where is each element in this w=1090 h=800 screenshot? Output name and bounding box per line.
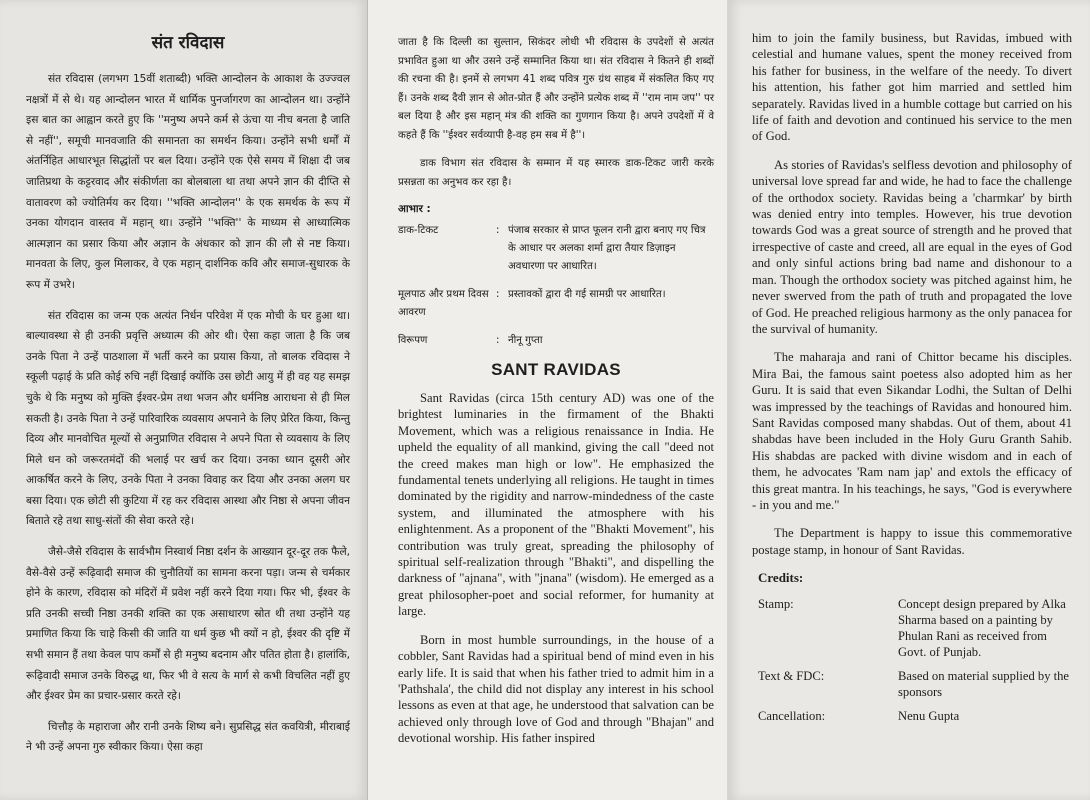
credit-label: विरूपण — [398, 335, 428, 346]
english-paragraph: The Department is happy to issue this commemorative postage stamp, in honour of Sant Ravidas. — [752, 526, 1072, 557]
hindi-paragraph: संत रविदास (लगभग 15वीं शताब्दी) भक्ति आन्दोलन के आकाश के उज्ज्वल नक्षत्रों में से थे। यह आन्दोलन भारत में धार्मिक पुनर्जागरण का आन्दोलन था। उन्होंने इस बात का आह्वान करते हुए कि ''मनुष्य अपने कर्म से ऊंचा या नीच बनता है जाति से नहीं'', समूची मानवजाति की समानता का समर्थन किया। उन्होंने सभी धर्मों में अंतर्निहित आधारभूत सिद्धांतों पर बल दिया। उन्होंने एक ऐसे समय में शिक्षा दी जब जातिप्रथा के कट्टरवाद और संकीर्णता का बोलबाला था तथा अपने ज्ञान की दीप्ति से वातावरण को ज्योतिर्मय कर दिया। ''भक्ति आन्दोलन'' के एक समर्थक के रूप में उनका योगदान वास्तव में महान् था। उन्होंने ''भक्ति'' के माध्यम से आध्यात्मिक आत्मज्ञान का प्रसार किया और अज्ञान के अंधकार को ज्ञान की लौ से नष्ट किया। मानवता के लिए, कुल मिलाकर, वे एक महान् दार्शनिक कवि और समाज-सुधारक के रूप में उभरे। — [26, 73, 350, 291]
english-paragraph: As stories of Ravidas's selfless devotion and philosophy of universal love spread far and wide, he had to face the challenge of the orthodox society. Ravidas being a 'charmkar' by birth was denied entry into temples. However, his true devotion towards God was a great source of strength and he proved that irrespective of caste and creed, all are equal in the eyes of God and only sinful actions bring bad name and dishonour to a man. Though the orthodox society was pitched against him, he never swerved from the path of truth and propagated the love of God. He preached religious harmony as the only panacea for the survival of humanity. — [752, 157, 1072, 336]
middle-panel — [368, 0, 728, 800]
credit-label: Text & FDC: — [758, 669, 825, 684]
credit-value: प्रस्तावकों द्वारा दी गई सामग्री पर आधारित। — [508, 289, 666, 300]
hindi-title: संत रविदास — [151, 33, 225, 53]
english-paragraph: Born in most humble surroundings, in the house of a cobbler, Sant Ravidas had a spiritual bend of mind even in his early life. It is said that when his father tried to admit him in a 'Pathshala', the child did not display any interest in his school lessons as even at that age, he understood that salvation can be achieved only through love of God and through "Bhajan" and devotional worship. His father inspired — [398, 632, 714, 746]
credit-label: डाक-टिकट — [398, 225, 439, 236]
english-paragraph: him to join the family business, but Ravidas, imbued with celestial and humane values, spent the money received from his father for business, in the welfare of the needy. To divert his attention, his father got him married and settled him separately. Ravidas lived in a humble cottage but carried on his life of faith and devotion and continued his service to the men of God. — [752, 31, 1072, 144]
credit-value: Nenu Gupta — [898, 709, 960, 724]
hindi-paragraph: जाता है कि दिल्ली का सुल्तान, सिकंदर लोधी भी रविदास के उपदेशों से अत्यंत प्रभावित हुआ था और उसने उन्हें सम्मानित किया था। संत रविदास ने कितने ही शब्दों की रचना की है। इनमें से लगभग 41 शब्द पवित्र गुरु ग्रंथ साहब में संकलित किए गए हैं। उनके शब्द दैवी ज्ञान से ओत-प्रोत हैं और उन्होंने प्रत्येक शब्द में ''राम नाम जप'' पर बल दिया है और इस महान् मंत्र की शक्ति का गुणगान किया है। अपने उपदेशों में वे कहते हैं कि ''ईश्वर सर्वव्यापी है-वह हम सब में है''। — [398, 37, 714, 141]
credit-value: पंजाब सरकार से प्राप्त फूलन रानी द्वारा बनाए गए चित्र के आधार पर अलका शर्मा द्वारा तैयार डिज़ाइन अवधारणा पर आधारित। — [508, 225, 706, 272]
english-panel — [728, 0, 1090, 800]
hindi-credit-row: डाक-टिकट : पंजाब सरकार से प्राप्त फूलन रानी द्वारा बनाए गए चित्र के आधार पर अलका शर्मा द्वारा तैयार डिज़ाइन अवधारणा पर आधारित। — [398, 222, 714, 276]
english-paragraph: The maharaja and rani of Chittor became his disciples. Mira Bai, the famous saint poetess also adopted him as her Guru. It is said that even Sikandar Lodhi, the Sultan of Delhi was impressed by the teachings of Ravidas and honoured him. Sant Ravidas composed many shabdas. Out of them, about 41 shabdas have been included in the Holy Guru Granth Sahib. His shabdas are packed with divine wisdom and in each of them, he advocates 'Ram nam jap' and extols the efficacy of this great mantra. In his teachings, he says, "God is everywhere - in you and me." — [752, 350, 1072, 512]
hindi-credit-row: मूलपाठ और प्रथम दिवस आवरण : प्रस्तावकों द्वारा दी गई सामग्री पर आधारित। — [398, 286, 714, 322]
english-paragraph: Sant Ravidas (circa 15th century AD) was one of the brightest luminaries in the firmament of the Bhakti Movement, which was a religious renaissance in India. He upheld the equality of all mankind, giving the call "deed not the creed makes man high or low". He emphasized the fundamental tenets underlying all religions. He taught in times dominated by the rigidity and narrow-mindedness of the caste system, and illuminated the atmosphere with his enlightenment. As a proponent of the "Bhakti Movement", his contribution was truly great, spreading the philosophy of spiritual self-realization through "Bhakti", and dispelling the darkness of "ajnana", with "jnana" (wisdom). He emerged as a great philosopher-poet and social reformer, for humanity at large. — [398, 391, 714, 619]
english-title: SANT RAVIDAS — [491, 360, 621, 379]
hindi-paragraph: जैसे-जैसे रविदास के सार्वभौम निस्वार्थ निष्ठा दर्शन के आख्यान दूर-दूर तक फैले, वैसे-वैसे उन्हें रूढ़िवादी समाज की चुनौतियों का सामना करना पड़ा। जन्म से चर्मकार होने के कारण, रविदास को मंदिरों में प्रवेश नहीं करने दिया गया। फिर भी, ईश्वर के प्रति उनकी सच्ची निष्ठा उनकी शक्ति का एक असाधारण स्रोत थी तथा उन्होंने यह प्रमाणित किया कि चाहे किसी की जाति या धर्म कुछ भी क्यों न हो, ईश्वर की दृष्टि में सभी समान हैं तथा केवल पाप कर्मों से ही मनुष्य बदनाम और पतित होता है। हालांकि, रूढ़िवादी समाज उनके विरुद्ध था, फिर भी वे सत्य के मार्ग से कभी विचलित नहीं हुए और ईश्वर प्रेम का प्रचार-प्रसार करते रहे। — [26, 546, 350, 703]
credit-row — [752, 596, 1072, 660]
credit-value: Concept design prepared by Alka Sharma based on a painting by Phulan Rani as received from Govt. of Punjab. — [898, 597, 1066, 660]
acknowledgement-heading: आभार : — [398, 203, 431, 215]
credit-label: Cancellation: — [758, 709, 826, 724]
credit-row — [752, 668, 1072, 700]
credit-value: नीनू गुप्ता — [508, 335, 543, 346]
credit-label: मूलपाठ और प्रथम दिवस आवरण — [398, 289, 489, 318]
hindi-paragraph: चित्तौड़ के महाराजा और रानी उनके शिष्य बने। सुप्रसिद्ध संत कवयित्री, मीराबाई ने भी उन्हें अपना गुरु स्वीकार किया। ऐसा कहा — [26, 720, 350, 754]
hindi-paragraph: डाक विभाग संत रविदास के सम्मान में यह स्मारक डाक-टिकट जारी करके प्रसन्नता का अनुभव कर रहा है। — [398, 158, 714, 188]
credit-label: Stamp: — [758, 597, 794, 612]
hindi-paragraph: संत रविदास का जन्म एक अत्यंत निर्धन परिवेश में एक मोची के घर हुआ था। बाल्यावस्था से ही उनकी प्रवृत्ति अध्यात्म की ओर थी। ऐसा कहा जाता है कि जब उनके पिता ने उन्हें पाठशाला में भर्ती करने का प्रयास किया, तो बालक रविदास ने स्कूली पढ़ाई के प्रति कोई रुचि नहीं दिखाई क्योंकि उस छोटी आयु में ही वह यह समझ चुके थे कि मनुष्य को मुक्ति ईश्वर-प्रेम तथा भजन और धर्मनिष्ठ आराधना से ही मिल सकती है। उनके पिता ने उन्हें पारिवारिक व्यवसाय अपनाने के लिए प्रेरित किया, किन्तु दिव्य और मानवोचित मूल्यों से अनुप्राणित रविदास ने अपने पिता से व्यवसाय के लिए मिले धन को जरूरतमंदों की भलाई पर खर्च कर दिया। उनका ध्यान दूसरी ओर आकर्षित करने के लिए, उनके पिता ने उनका विवाह कर दिया और उनका अलग घर बसा दिया। एक छोटी सी कुटिया में रह कर रविदास आस्था और निष्ठा से अपना जीवन बिताते रहे तथा साधु-संतों की सेवा करते रहे। — [26, 309, 350, 528]
credit-row — [752, 708, 1072, 724]
hindi-credit-row: विरूपण : नीनू गुप्ता — [398, 332, 714, 350]
credit-value: Based on material supplied by the sponsors — [898, 669, 1070, 700]
credits-heading: Credits: — [758, 570, 804, 586]
hindi-panel — [0, 0, 368, 800]
